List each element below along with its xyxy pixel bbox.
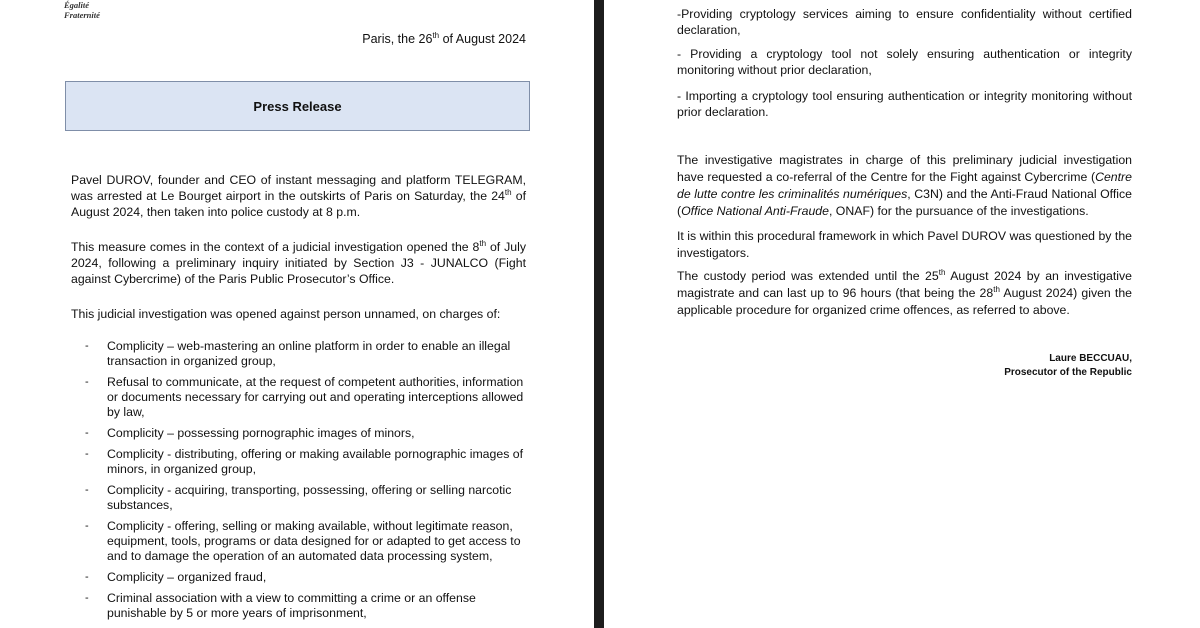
crypto-item: - Providing a cryptology tool not solely ensuring authentication or integrity monitoring without prior declaration, (677, 47, 1132, 78)
dateline-post: of August 2024 (439, 32, 526, 47)
motto-egalite: Égalité (64, 0, 90, 10)
context-sup: th (479, 238, 487, 248)
coref-text-c: , ONAF) for the pursuance of the investigations. (828, 204, 1089, 218)
crypto-item: - Importing a cryptology tool ensuring authentication or integrity monitoring without prior declaration. (677, 89, 1132, 120)
paragraph-arrest (71, 172, 526, 221)
paragraph-co-referral (677, 152, 1132, 220)
coref-text-a: The investigative magistrates in charge of this preliminary judicial investigation have requested a co-referral of the Centre for the Fight against Cybercrime ( (677, 153, 1132, 184)
signature-name: Laure BECCUAU, (1049, 353, 1132, 364)
paragraph-questioned: It is within this procedural framework in which Pavel DUROV was questioned by the investigators. (677, 229, 1132, 260)
bullet: - (85, 520, 89, 532)
arrest-text-b: of August 2024, then taken into police custody at 8 p.m. (71, 189, 526, 220)
coref-text-b: , C3N) and the Anti-Fraud National Office ( (677, 187, 1132, 218)
custody-sup-1: th (938, 267, 946, 277)
arrest-text-a: Pavel DUROV, founder and CEO of instant messaging and platform TELEGRAM, was arrested at Le Bourget airport in the outskirts of Paris on Saturday, the 24 (71, 173, 526, 204)
left-page (0, 0, 594, 628)
bullet: - (85, 448, 89, 460)
list-item (85, 591, 527, 621)
custody-sup-2: th (993, 284, 1000, 294)
charge-text: Complicity - distributing, offering or making available pornographic images of minors, in organized group, (107, 447, 524, 476)
bullet: - (85, 376, 89, 388)
charge-text: Complicity – organized fraud, (107, 570, 267, 584)
dateline (362, 31, 526, 46)
page-divider (594, 0, 604, 628)
charges-list (0, 339, 594, 627)
paragraph-context (71, 239, 526, 288)
charge-text: Refusal to communicate, at the request of competent authorities, information or documents necessary for carrying out and operating interceptions allowed by law, (107, 375, 524, 419)
list-item (85, 339, 527, 369)
list-item (85, 447, 527, 477)
bullet: - (85, 484, 89, 496)
charge-text: Criminal association with a view to committing a crime or an offense punishable by 5 or more years of imprisonment, (107, 591, 476, 620)
coref-italic-onaf: Office National Anti-Fraude (681, 204, 829, 218)
dateline-pre: Paris, the 26 (362, 32, 433, 47)
custody-text-a: The custody period was extended until the 25 (677, 269, 939, 283)
coref-italic-c3n: Centre de lutte contre les criminalités numériques (677, 170, 1132, 201)
charge-text: Complicity - acquiring, transporting, possessing, offering or selling narcotic substances, (107, 483, 512, 512)
crypto-item: -Providing cryptology services aiming to ensure confidentiality without certified declaration, (677, 7, 1132, 38)
republic-motto (64, 0, 100, 20)
dateline-sup: th (432, 31, 440, 40)
list-item (85, 519, 527, 564)
paragraph-charges-intro: This judicial investigation was opened against person unnamed, on charges of: (71, 307, 501, 321)
signature-title: Prosecutor of the Republic (1004, 367, 1132, 378)
list-item (85, 483, 527, 513)
list-item (85, 375, 527, 420)
custody-text-b: August 2024 by an investigative magistrate and can last up to 96 hours (that being the 28 (677, 269, 1132, 300)
arrest-sup: th (504, 188, 512, 198)
motto-fraternite: Fraternité (64, 10, 100, 20)
paragraph-custody (677, 268, 1132, 319)
bullet: - (85, 571, 89, 583)
right-page (604, 0, 1200, 628)
charge-text: Complicity - offering, selling or making available, without legitimate reason, equipment, tools, programs or data designed for or adapted to get access to and to damage the operation of an automated data processing system, (107, 519, 521, 563)
list-item (85, 426, 527, 441)
press-release-title: Press Release (65, 81, 530, 131)
signature (1004, 352, 1132, 380)
charge-text: Complicity – web-mastering an online platform in order to enable an illegal transaction in organized group, (107, 339, 511, 368)
bullet: - (85, 340, 89, 352)
charge-text: Complicity – possessing pornographic images of minors, (107, 426, 415, 440)
context-text-b: of July 2024, following a preliminary inquiry initiated by Section J3 - JUNALCO (Fight against Cybercrime) of the Paris Public Prosecutor’s Office. (71, 240, 526, 287)
bullet: - (85, 427, 89, 439)
context-text-a: This measure comes in the context of a judicial investigation opened the 8 (71, 240, 480, 254)
list-item (85, 570, 527, 585)
bullet: - (85, 592, 89, 604)
custody-text-c: August 2024) given the applicable procedure for organized crime offences, as referred to above. (677, 286, 1132, 317)
